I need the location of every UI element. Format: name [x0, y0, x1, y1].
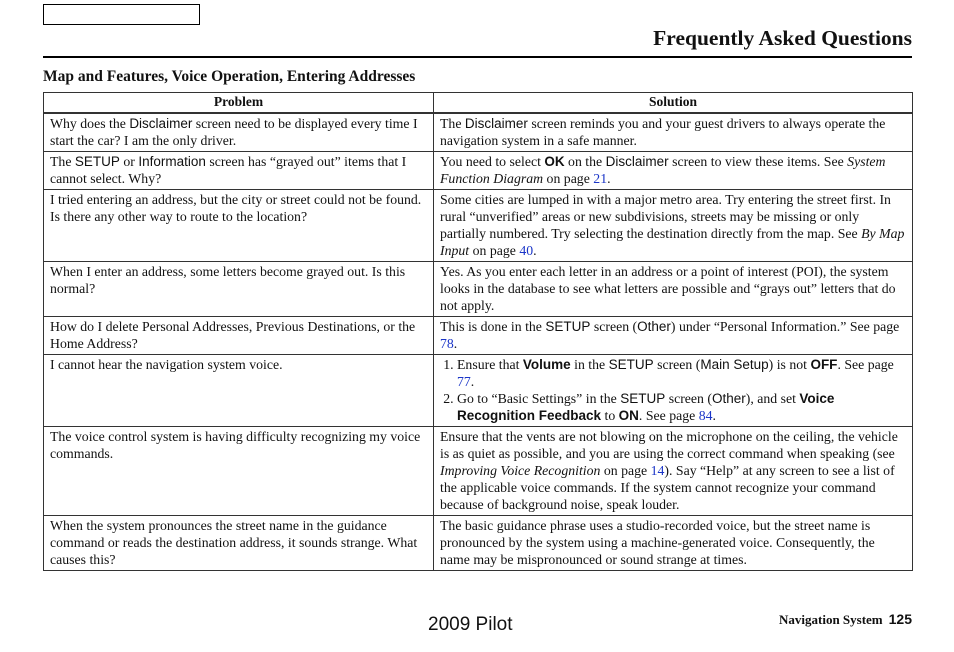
problem-cell: When I enter an address, some letters become grayed out. Is this normal? [44, 262, 434, 317]
ui-term: Main Setup [700, 357, 769, 372]
solution-steps [440, 356, 907, 424]
table-row [44, 355, 913, 427]
cross-reference: By Map Input [440, 226, 905, 258]
ui-term: SETUP [608, 357, 654, 372]
list-item: 1. Ensure that Volume in the SETUP screen (Main Setup) is not OFF. See page 77. [457, 356, 907, 390]
ui-term: SETUP [620, 391, 666, 406]
ui-term: SETUP [545, 319, 591, 334]
page-link[interactable]: 21 [593, 171, 608, 186]
solution-cell: The Disclaimer screen reminds you and your guest drivers to always operate the navigation system in a safe manner. [434, 113, 913, 152]
problem-cell: How do I delete Personal Addresses, Previous Destinations, or the Home Address? [44, 317, 434, 355]
table-row [44, 516, 913, 571]
column-header-solution: Solution [434, 93, 913, 114]
column-header-problem: Problem [44, 93, 434, 114]
problem-cell: When the system pronounces the street name in the guidance command or reads the destination address, it sounds strange. What causes this? [44, 516, 434, 571]
ui-term: Other [637, 319, 671, 334]
ui-term: Disclaimer [129, 116, 193, 131]
ui-term: SETUP [74, 154, 120, 169]
page-number: 125 [888, 611, 912, 627]
section-heading: Map and Features, Voice Operation, Entering Addresses [43, 68, 416, 85]
table-row [44, 190, 913, 262]
cross-reference: System Function Diagram [440, 154, 886, 186]
problem-cell: I cannot hear the navigation system voice. [44, 355, 434, 427]
footer-model-label: 2009 Pilot [428, 614, 513, 635]
table-row [44, 113, 913, 152]
problem-cell: The SETUP or Information screen has “grayed out” items that I cannot select. Why? [44, 152, 434, 190]
ui-term: Disclaimer [605, 154, 669, 169]
table-header-row [44, 93, 913, 114]
page-link[interactable]: 77 [457, 374, 471, 389]
ui-command: OFF [810, 357, 838, 372]
solution-cell: Yes. As you enter each letter in an address or a point of interest (POI), the system looks in the database to see what letters are possible and “grays out” letters that do not apply. [434, 262, 913, 317]
page-link[interactable]: 78 [440, 336, 454, 351]
table-row [44, 427, 913, 516]
page-link[interactable]: 14 [650, 463, 665, 478]
solution-cell: This is done in the SETUP screen (Other) under “Personal Information.” See page 78. [434, 317, 913, 355]
footer-nav [779, 611, 912, 628]
page-title: Frequently Asked Questions [653, 26, 912, 50]
problem-cell: Why does the Disclaimer screen need to be displayed every time I start the car? I am the only driver. [44, 113, 434, 152]
table-row [44, 317, 913, 355]
ui-term: Disclaimer [464, 116, 528, 131]
solution-cell: Ensure that the vents are not blowing on the microphone on the ceiling, the vehicle is as quiet as possible, and you are using the correct command when speaking (see Improving Voice Recognition on page 14). Say “Help” at any screen to see a list of the applicable voice commands. If the system cannot recognize your command because of background noise, speak louder. [434, 427, 913, 516]
ui-term: Other [712, 391, 746, 406]
header-tab-box [43, 4, 200, 25]
footer-section-label: Navigation System [779, 612, 883, 627]
solution-cell: Some cities are lumped in with a major metro area. Try entering the street first. In rural “unverified” areas or new subdivisions, streets may be missing or only partially numbered. Try selecting the destination directly from the map. See By Map Input on page 40. [434, 190, 913, 262]
list-item: 2. Go to “Basic Settings” in the SETUP screen (Other), and set Voice Recognition Feedback to ON. See page 84. [457, 390, 907, 424]
table-row [44, 262, 913, 317]
solution-cell: You need to select OK on the Disclaimer screen to view these items. See System Function Diagram on page 21. [434, 152, 913, 190]
table-row [44, 152, 913, 190]
ui-command: OK [544, 154, 565, 169]
ui-command: Volume [522, 357, 571, 372]
page-link[interactable]: 40 [519, 243, 534, 258]
ui-command: Voice Recognition Feedback [457, 391, 835, 423]
faq-table [43, 92, 913, 571]
ui-command: ON [618, 408, 639, 423]
title-rule [43, 56, 912, 58]
solution-cell: The basic guidance phrase uses a studio-recorded voice, but the street name is pronounced by the system using a machine-generated voice. Consequently, the name may be mispronounced or sound strange at times. [434, 516, 913, 571]
problem-cell: I tried entering an address, but the city or street could not be found. Is there any other way to route to the location? [44, 190, 434, 262]
problem-cell: The voice control system is having difficulty recognizing my voice commands. [44, 427, 434, 516]
cross-reference: Improving Voice Recognition [440, 463, 601, 478]
ui-term: Information [138, 154, 206, 169]
solution-cell [434, 355, 913, 427]
page-link[interactable]: 84 [698, 408, 713, 423]
